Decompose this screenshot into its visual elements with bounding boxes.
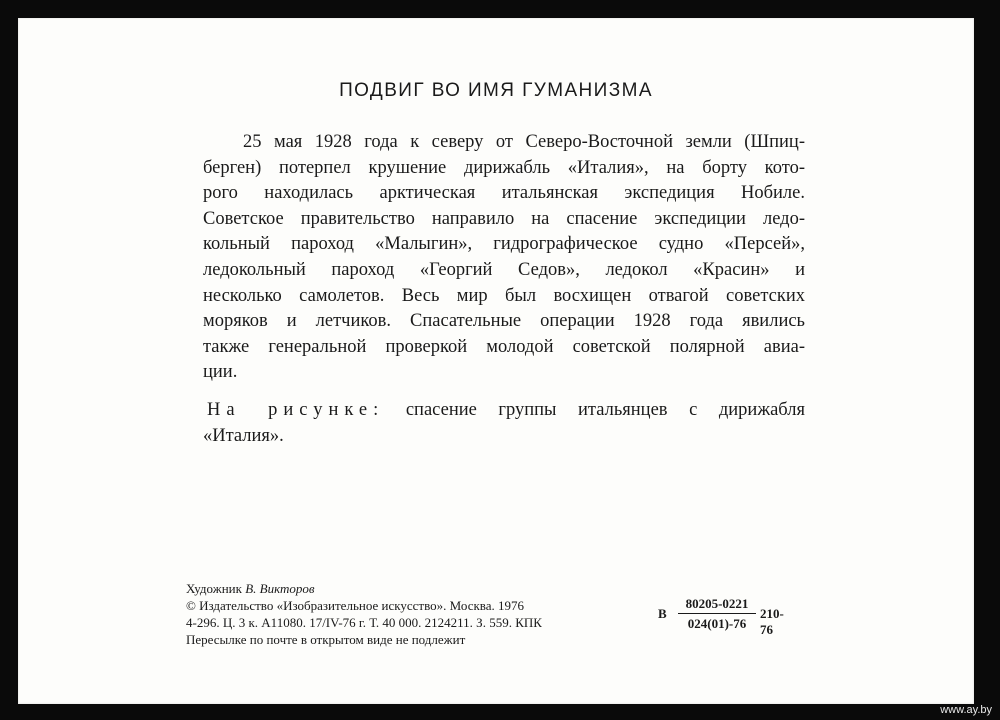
watermark: www.ay.by: [940, 704, 992, 716]
illustration-caption: [203, 398, 805, 449]
body-line: ледокольный пароход «Георгий Седов», ледокол «Красин» и: [203, 259, 805, 280]
artist-name: В. Викторов: [245, 581, 315, 596]
publisher-line: © Издательство «Изобразительное искусство». Москва. 1976: [186, 598, 525, 613]
code-letter: В: [658, 606, 667, 621]
page-title: ПОДВИГ ВО ИМЯ ГУМАНИЗМА: [339, 80, 653, 101]
artist-credit: [186, 580, 542, 597]
body-line: моряков и летчиков. Спасательные операции 1928 года явились: [203, 311, 805, 332]
body-line: рого находилась арктическая итальянская экспедиция Нобиле.: [203, 183, 805, 204]
code-numerator: 80205-0221: [685, 596, 749, 611]
body-line: Советское правительство направило на спасение экспедиции ледо-: [203, 208, 805, 229]
body-line: кольный пароход «Малыгин», гидрографическое судно «Персей»,: [203, 234, 805, 255]
caption-lead: На рисунке:: [207, 400, 385, 420]
fraction-bar: [678, 613, 756, 614]
code-fraction: [678, 596, 756, 632]
postal-note: Пересылке по почте в открытом виде не подлежит: [186, 632, 466, 647]
body-line: также генеральной проверкой молодой советской полярной авиа-: [203, 336, 805, 357]
caption-text: спасение группы итальянцев с дирижабля: [405, 400, 806, 420]
caption-line: «Италия».: [203, 425, 284, 446]
postcard-back: [18, 18, 974, 704]
caption-line: [203, 398, 805, 424]
code-denominator: 024(01)-76: [687, 616, 747, 631]
imprint-block: [186, 580, 542, 648]
body-line: 25 мая 1928 года к северу от Северо-Восточной земли (Шпиц-: [243, 132, 805, 152]
body-line: несколько самолетов. Весь мир был восхищен отвагой советских: [203, 285, 805, 306]
body-paragraph: [203, 130, 805, 386]
print-info-line: 4-296. Ц. 3 к. А11080. 17/IV-76 г. Т. 40 000. 2124211. З. 559. КПК: [186, 615, 542, 630]
body-line: берген) потерпел крушение дирижабль «Италия», на борту кото-: [203, 157, 805, 178]
body-line: ции.: [203, 362, 238, 383]
artist-label: Художник: [186, 581, 242, 596]
code-suffix: 210-76: [760, 606, 784, 637]
